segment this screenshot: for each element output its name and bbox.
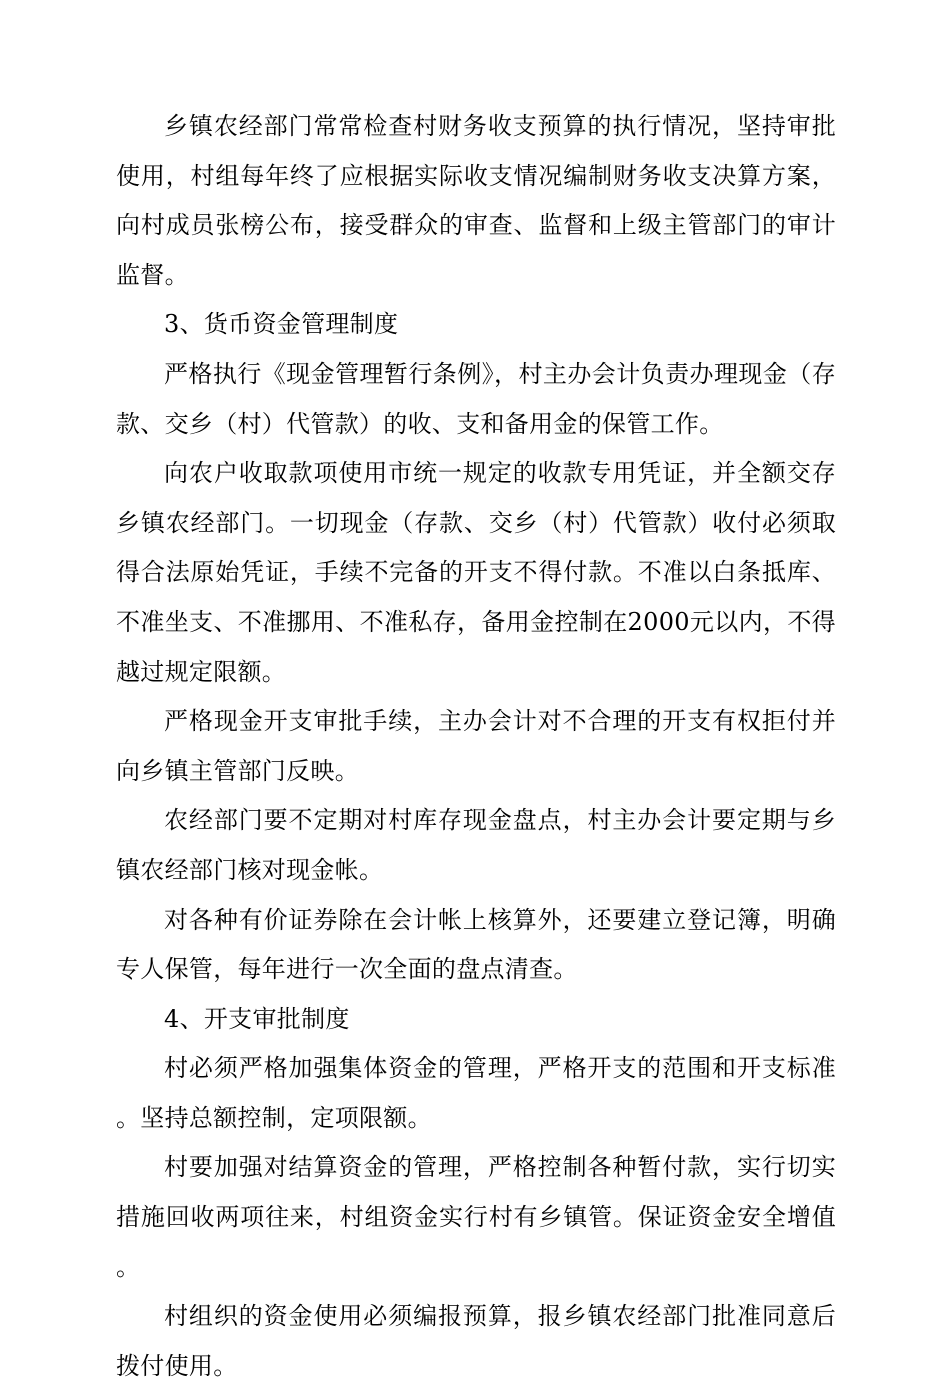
paragraph-budget-submission: 村组织的资金使用必须编报预算，报乡镇农经部门批准同意后拨付使用。	[116, 1302, 836, 1380]
paragraph-expense-scope: 村必须严格加强集体资金的管理，严格开支的范围和开支标准。坚持总额控制，定项限额。	[116, 1054, 836, 1132]
paragraph-budget-execution: 乡镇农经部门常常检查村财务收支预算的执行情况，坚持审批使用，村组每年终了应根据实际收支情况编制财务收支决算方案，向村成员张榜公布，接受群众的审查、监督和上级主管部门的审计监督。	[116, 112, 836, 289]
paragraph-cash-inventory: 农经部门要不定期对村库存现金盘点，村主办会计要定期与乡镇农经部门核对现金帐。	[116, 806, 836, 884]
document-body	[116, 102, 836, 1391]
paragraph-receipts-vouchers: 向农户收取款项使用市统一规定的收款专用凭证，并全额交存乡镇农经部门。一切现金（存款、交乡（村）代管款）收付必须取得合法原始凭证，手续不完备的开支不得付款。不准以白条抵库、不准坐支、不准挪用、不准私存，备用金控制在2000元以内，不得越过规定限额。	[116, 459, 836, 686]
paragraph-cash-approval: 严格现金开支审批手续，主办会计对不合理的开支有权拒付并向乡镇主管部门反映。	[116, 707, 836, 785]
paragraph-cash-regulations: 严格执行《现金管理暂行条例》，村主办会计负责办理现金（存款、交乡（村）代管款）的收、支和备用金的保管工作。	[116, 359, 836, 438]
section-heading-expense-approval: 4、开支审批制度	[164, 1004, 350, 1033]
section-heading-currency-funds: 3、货币资金管理制度	[164, 310, 399, 339]
paragraph-settlement-funds: 村要加强对结算资金的管理，严格控制各种暂付款，实行切实措施回收两项往来，村组资金实行村有乡镇管。保证资金安全增值。	[116, 1153, 836, 1281]
paragraph-securities: 对各种有价证券除在会计帐上核算外，还要建立登记簿，明确专人保管，每年进行一次全面的盘点清查。	[116, 905, 836, 984]
